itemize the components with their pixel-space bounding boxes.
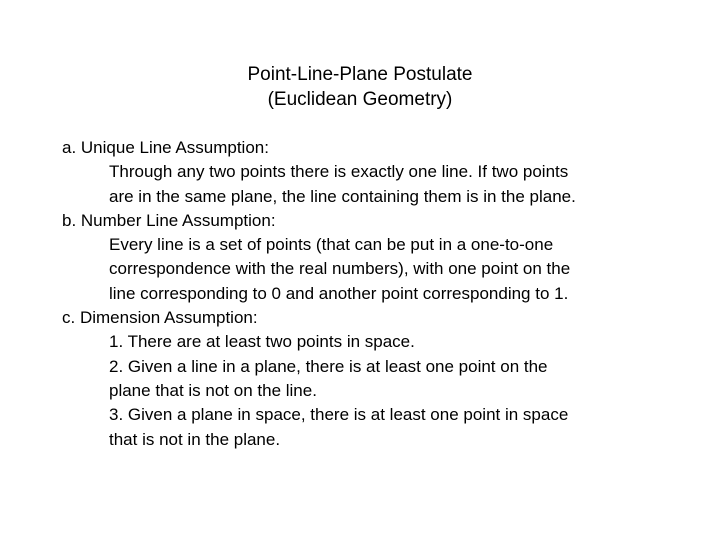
- section-unique-line: [62, 136, 702, 209]
- section-text-line: 3. Given a plane in space, there is at least one point in space: [109, 405, 569, 425]
- section-text-line: 2. Given a line in a plane, there is at least one point on the: [109, 356, 548, 376]
- section-dimension: [62, 306, 702, 452]
- section-text-line: plane that is not on the line.: [109, 380, 317, 400]
- section-text-line: that is not in the plane.: [109, 429, 281, 449]
- section-heading: a. Unique Line Assumption:: [62, 138, 269, 157]
- section-heading: c. Dimension Assumption:: [62, 308, 258, 328]
- title-line-1: Point-Line-Plane Postulate: [247, 64, 473, 85]
- section-text-line: line corresponding to 0 and another point corresponding to 1.: [109, 283, 569, 303]
- section-text-line: Every line is a set of points (that can be put in a one-to-one: [109, 235, 554, 255]
- section-text-line: 1. There are at least two points in space.: [109, 332, 415, 352]
- section-text-line: are in the same plane, the line containing them is in the plane.: [109, 186, 576, 206]
- section-heading: b. Number Line Assumption:: [62, 210, 276, 230]
- section-number-line: [62, 209, 702, 306]
- page-title: [0, 62, 720, 112]
- postulate-list: [62, 136, 702, 452]
- section-text-line: Through any two points there is exactly one line. If two points: [109, 162, 569, 182]
- title-line-2: (Euclidean Geometry): [267, 89, 453, 110]
- section-text-line: correspondence with the real numbers), with one point on the: [109, 259, 571, 279]
